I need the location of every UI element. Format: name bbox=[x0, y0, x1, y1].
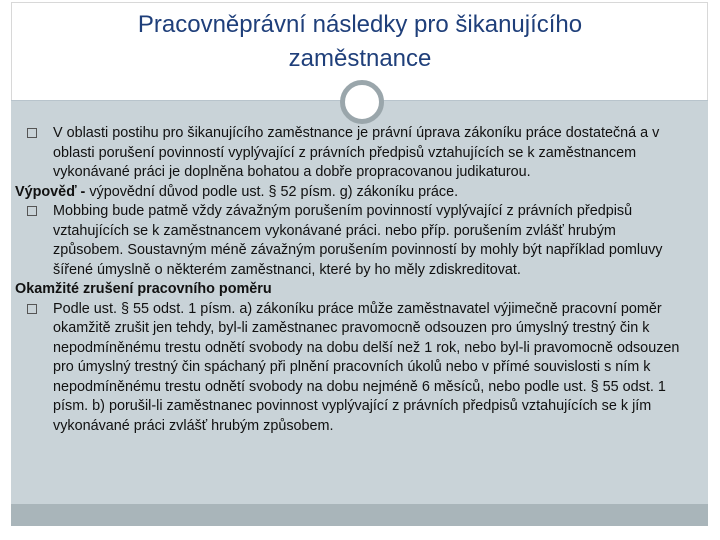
bullet-item bbox=[11, 202, 708, 280]
divider-line-left bbox=[11, 100, 342, 101]
bullet-square-icon bbox=[27, 128, 37, 138]
divider-line-right bbox=[380, 100, 708, 101]
footer-bar bbox=[11, 504, 708, 526]
bullet-text-1: V oblasti postihu pro šikanujícího zaměstnance je právní úprava zákoníku práce dostatečná a v oblasti porušení povinností vyplývající z právních předpisů vztahujících se k zaměstnancem vykonávané práci je doplněna bohatou a dobře propracovanou judikaturou. bbox=[53, 125, 660, 180]
okamzite-heading: Okamžité zrušení pracovního poměru bbox=[15, 281, 272, 297]
bullet-square-icon bbox=[27, 206, 37, 216]
vypoved-text: výpovědní důvod podle ust. § 52 písm. g) zákoníku práce. bbox=[85, 183, 459, 200]
slide-title bbox=[20, 8, 700, 76]
bullet-item bbox=[11, 124, 708, 183]
title-line-2: zaměstnance bbox=[288, 45, 432, 72]
body-text bbox=[11, 124, 708, 436]
bullet-square-icon bbox=[27, 304, 37, 314]
bullet-text-2: Mobbing bude patmě vždy závažným porušením povinností vyplývající z právních předpisů vztahujících se k zaměstnancem vykonávané práci. nebo příp. porušením zvlášť hrubým způsobem. Soustavným méně závažným porušením povinností by mohly být například pomluvy šířené úmyslně o některém zaměstnanci, které by ho měly zdiskreditovat. bbox=[53, 203, 663, 278]
bullet-text-3: Podle ust. § 55 odst. 1 písm. a) zákoníku práce může zaměstnavatel výjimečně pracovní poměr okamžitě zrušit jen tehdy, byl-li zaměstnanec pravomocně odsouzen pro úmyslný trestný čin k nepodmíněnému trestu odnětí svobody na dobu delší než 1 rok, nebo byl-li pravomocně odsouzen pro úmyslný trestný čin spáchaný při plnění pracovních úkolů nebo v přímé souvislosti s ním k nepodmíněnému trestu odnětí svobody na dobu nejméně 6 měsíců, nebo podle ust. § 55 odst. 1 písm. b) porušil-li zaměstnanec povinnost vyplývající z právních předpisů vztahujících se k jím vykonávané práci zvlášť hrubým způsobem. bbox=[53, 300, 680, 434]
vypoved-label: Výpověď - bbox=[15, 183, 86, 200]
vypoved-paragraph bbox=[11, 183, 708, 203]
bullet-item bbox=[11, 300, 708, 437]
title-line-1: Pracovněprávní následky pro šikanujícího bbox=[137, 11, 583, 38]
circle-ornament-icon bbox=[340, 80, 384, 124]
content-panel bbox=[11, 100, 708, 504]
